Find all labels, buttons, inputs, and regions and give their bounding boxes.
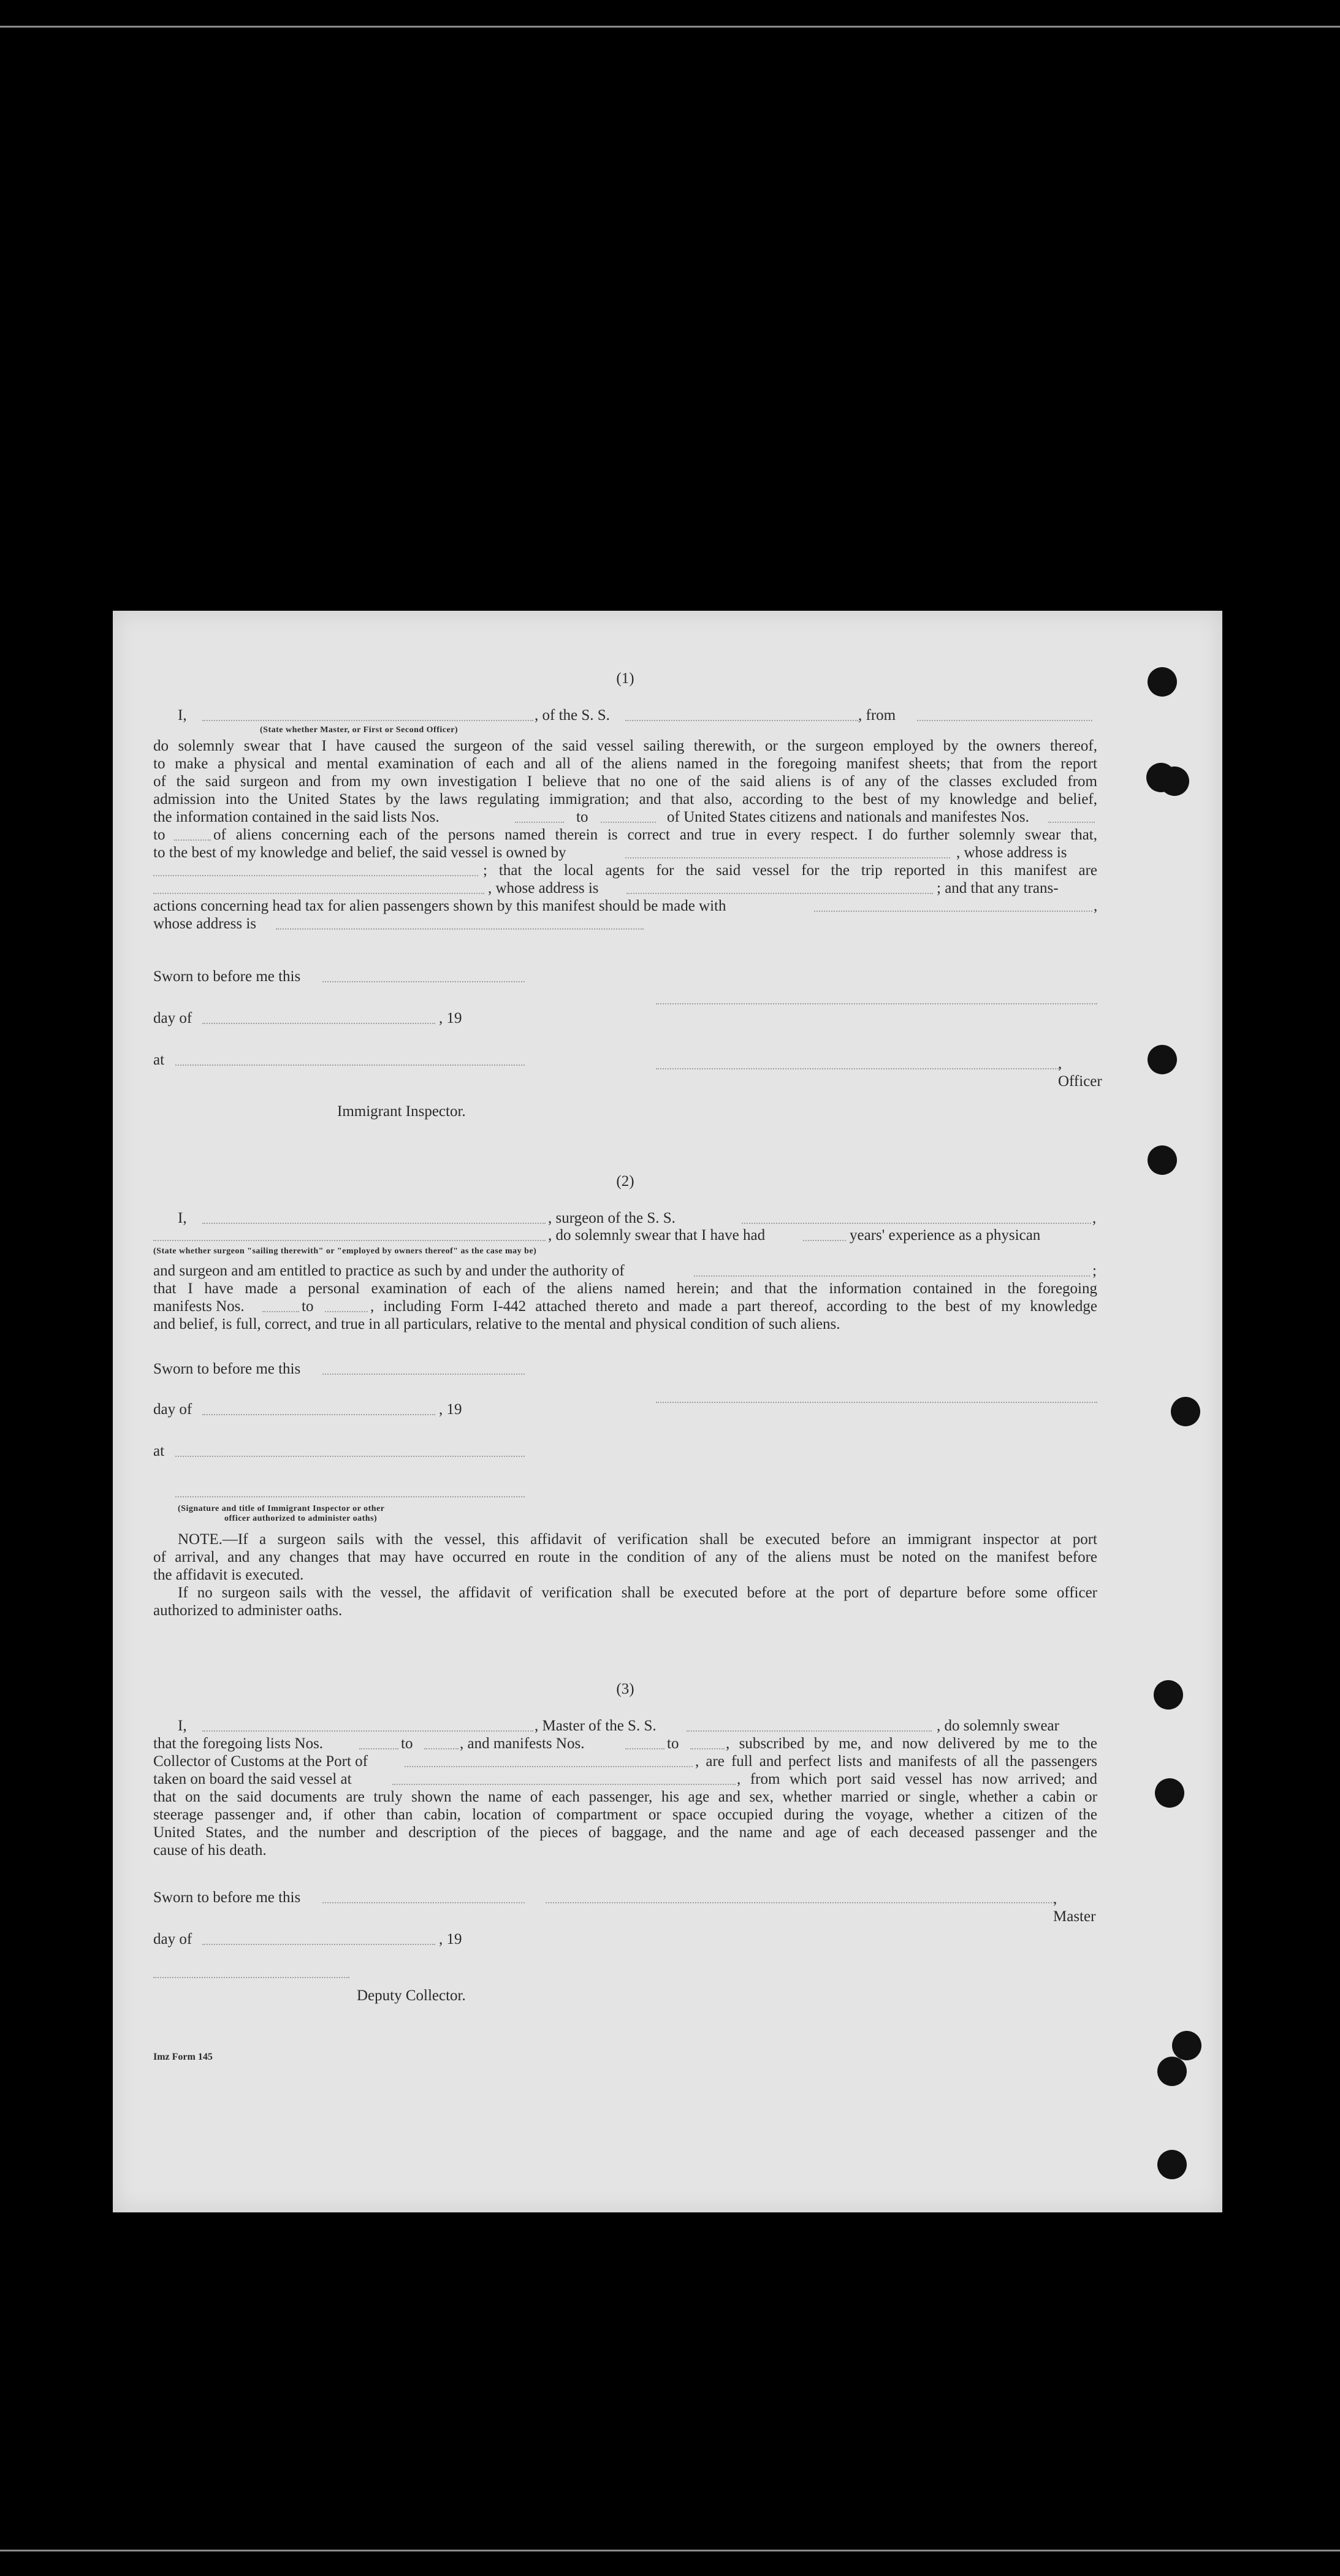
- authority-field[interactable]: [694, 1275, 1090, 1277]
- s2-at: at: [153, 1443, 165, 1459]
- s1-of-ss: , of the S. S.: [535, 707, 610, 724]
- port-of-arrival-field[interactable]: [405, 1766, 693, 1767]
- s3-month-field[interactable]: [202, 1944, 435, 1945]
- s2-place-field[interactable]: [175, 1456, 525, 1457]
- lists-from-field[interactable]: [515, 822, 564, 823]
- s3-body-line: steerage passenger and, if other than cabin, location of compartment or space occupied during the voyage, whether a citizen of the: [153, 1806, 1097, 1823]
- s3-manifests-from-field[interactable]: [625, 1748, 664, 1749]
- s2-day-of: day of: [153, 1401, 192, 1418]
- section-1-heading: (1): [616, 670, 634, 687]
- s1-aliens-text: of aliens concerning each of the persons named therein is correct and true in every respect. I do further solemnly swear that,: [213, 827, 1097, 843]
- s2-semicolon: ;: [1092, 1263, 1097, 1279]
- s3-collector-signature-field[interactable]: [153, 1977, 349, 1978]
- s1-sworn-date-field[interactable]: [322, 981, 525, 982]
- lists-to-field[interactable]: [601, 822, 656, 823]
- s1-month-field[interactable]: [202, 1023, 435, 1024]
- s3-manifests-text: , and manifests Nos.: [460, 1735, 585, 1752]
- s1-body-line: do solemnly swear that I have caused the surgeon of the said vessel sailing therewith, or the surgeon employed by the owners thereof,: [153, 738, 1097, 754]
- s3-to: to: [401, 1735, 413, 1752]
- manifest-oath-page: [113, 611, 1222, 2212]
- binder-hole-icon: [1154, 1680, 1183, 1710]
- s1-officer-title-field[interactable]: [656, 1068, 1060, 1069]
- owner-address-field[interactable]: [153, 875, 478, 876]
- s3-body-line: cause of his death.: [153, 1842, 267, 1859]
- s2-belief-text: and belief, is full, correct, and true in all particulars, relative to the mental and physical condition of such aliens.: [153, 1316, 840, 1332]
- s3-body-line: that on the said documents are truly shown the name of each passenger, his age and sex, whether married or single, whether a cabin or: [153, 1789, 1097, 1805]
- s3-sworn: Sworn to before me this: [153, 1889, 301, 1906]
- s1-agents-text: ; that the local agents for the said vessel for the trip reported in this manifest are: [483, 862, 1097, 879]
- surgeon-status-field[interactable]: [153, 1240, 546, 1241]
- binder-hole-icon: [1157, 2150, 1187, 2179]
- s3-lists-text: that the foregoing lists Nos.: [153, 1735, 324, 1752]
- s3-to-2: to: [667, 1735, 679, 1752]
- s2-years-text: years' experience as a physican: [850, 1227, 1041, 1244]
- port-of-departure-field[interactable]: [392, 1784, 736, 1785]
- master-name-field[interactable]: [202, 1730, 533, 1732]
- s1-officer-signature-field[interactable]: [656, 1003, 1097, 1004]
- s2-caption: (State whether surgeon "sailing therewith" or "employed by owners thereof" as the case may be): [153, 1247, 537, 1256]
- years-experience-field[interactable]: [803, 1240, 846, 1241]
- port-from-field[interactable]: [917, 720, 1092, 721]
- binder-hole-icon: [1160, 766, 1189, 796]
- s2-authority-text: and surgeon and am entitled to practice as such by and under the authority of: [153, 1263, 625, 1279]
- s1-comma: ,: [1094, 898, 1098, 914]
- s2-swear-text: , do solemnly swear that I have had: [548, 1227, 766, 1244]
- s2-vessel-name-field[interactable]: [742, 1223, 1091, 1224]
- s3-master-text: , Master of the S. S.: [535, 1718, 657, 1734]
- bottom-frame-line: [0, 2550, 1340, 2551]
- s3-master-label: , Master: [1053, 1890, 1096, 1925]
- s1-sworn: Sworn to before me this: [153, 968, 301, 985]
- s1-citizens-text: of United States citizens and nationals and manifestes Nos.: [667, 809, 1029, 825]
- surgeon-name-field[interactable]: [202, 1223, 546, 1224]
- s2-sworn-date-field[interactable]: [322, 1374, 525, 1375]
- s3-i: I,: [178, 1718, 187, 1734]
- s1-to: to: [576, 809, 588, 825]
- s2-surgeon-text: , surgeon of the S. S.: [548, 1210, 676, 1226]
- s1-from: , from: [858, 707, 896, 724]
- s3-master-signature-field[interactable]: [546, 1902, 1054, 1903]
- manifests-to-field[interactable]: [174, 839, 211, 841]
- s2-body-line: that I have made a personal examination of each of the aliens named herein; and that the information contained in the foregoing: [153, 1280, 1097, 1297]
- s3-arrived-text: , from which port said vessel has now arrived; and: [737, 1771, 1097, 1787]
- s1-to-2: to: [153, 827, 166, 843]
- s1-caption: (State whether Master, or First or Second Officer): [260, 725, 459, 735]
- vessel-name-field[interactable]: [625, 720, 858, 721]
- s2-form-text: , including Form I-442 attached thereto and made a part thereof, according to the best of my knowledge: [370, 1298, 1097, 1315]
- s1-head-tax-text: actions concerning head tax for alien passengers shown by this manifest should be made with: [153, 898, 726, 914]
- binder-hole-icon: [1148, 1045, 1177, 1074]
- s2-i: I,: [178, 1210, 187, 1226]
- binder-hole-icon: [1148, 1145, 1177, 1175]
- agents-address-field[interactable]: [626, 893, 933, 894]
- s3-subscribed-text: , subscribed by me, and now delivered by me to the: [726, 1735, 1097, 1752]
- s3-taken-text: taken on board the said vessel at: [153, 1771, 352, 1787]
- s2-manifests-to-field[interactable]: [325, 1311, 368, 1312]
- s3-lists-to-field[interactable]: [424, 1748, 459, 1749]
- s2-inspector-signature-field[interactable]: [175, 1496, 525, 1497]
- s2-note2-line: If no surgeon sails with the vessel, the affidavit of verification shall be executed before at the port of departure before some officer: [178, 1584, 1097, 1601]
- s3-body-line: United States, and the number and description of the pieces of baggage, and the name and age of each deceased passenger and the: [153, 1824, 1097, 1841]
- s2-surgeon-signature-field[interactable]: [656, 1402, 1097, 1403]
- s2-comma: ,: [1092, 1210, 1097, 1226]
- binder-hole-icon: [1172, 2031, 1201, 2060]
- s3-deputy-collector: Deputy Collector.: [357, 1987, 466, 2004]
- s1-whose-address-3: whose address is: [153, 915, 257, 932]
- s3-collector-text: Collector of Customs at the Port of: [153, 1753, 368, 1770]
- s1-body-line: admission into the United States by the laws regulating immigration; and that also, according to the best of my knowledge and belief,: [153, 791, 1097, 808]
- agents-name-field[interactable]: [153, 893, 484, 894]
- binder-hole-icon: [1148, 667, 1177, 697]
- s1-body-line: of the said surgeon and from my own investigation I believe that no one of the said aliens is of any of the classes excluded from: [153, 773, 1097, 790]
- form-number: Imz Form 145: [153, 2052, 213, 2062]
- s3-lists-from-field[interactable]: [359, 1748, 398, 1749]
- s2-manifests-from-field[interactable]: [262, 1311, 299, 1312]
- s2-month-field[interactable]: [202, 1414, 435, 1415]
- s3-sworn-date-field[interactable]: [322, 1902, 525, 1903]
- s2-year: , 19: [439, 1401, 462, 1418]
- owner-name-field[interactable]: [625, 857, 950, 858]
- s3-perfect-text: , are full and perfect lists and manifests of all the passengers: [695, 1753, 1097, 1770]
- s2-note-line: NOTE.—If a surgeon sails with the vessel, this affidavit of verification shall be executed before an immigrant inspector at port: [178, 1531, 1097, 1548]
- s2-note2-line: authorized to administer oaths.: [153, 1602, 343, 1619]
- s1-transactions: ; and that any trans-: [937, 880, 1059, 896]
- s1-place-field[interactable]: [175, 1064, 525, 1066]
- s3-day-of: day of: [153, 1931, 192, 1947]
- binder-hole-icon: [1155, 1778, 1184, 1808]
- binder-hole-icon: [1157, 2057, 1187, 2086]
- section-3-heading: (3): [616, 1681, 634, 1697]
- s1-lists-text: the information contained in the said lists Nos.: [153, 809, 440, 825]
- s2-sworn: Sworn to before me this: [153, 1361, 301, 1377]
- s1-officer-label: , Officer: [1058, 1055, 1102, 1090]
- s2-note-line: of arrival, and any changes that may have occurred en route in the condition of any of the aliens must be noted on the manifest before: [153, 1549, 1097, 1565]
- manifests-from-field[interactable]: [1048, 822, 1095, 823]
- s3-vessel-name-field[interactable]: [687, 1730, 932, 1732]
- s1-day-of: day of: [153, 1010, 192, 1026]
- s1-whose-address: , whose address is: [956, 844, 1067, 861]
- s2-to: to: [302, 1298, 314, 1315]
- binder-hole-icon: [1171, 1397, 1200, 1426]
- s2-note-line: the affidavit is executed.: [153, 1567, 304, 1583]
- head-tax-address-field[interactable]: [276, 928, 644, 930]
- s1-body-line: to make a physical and mental examination of each and all of the aliens named in the foregoing manifest sheets; that from the report: [153, 755, 1097, 772]
- head-tax-contact-field[interactable]: [814, 911, 1092, 912]
- s2-signature-caption: (Signature and title of Immigrant Inspector or other: [178, 1504, 385, 1513]
- s1-whose-address-2: , whose address is: [488, 880, 599, 896]
- s1-i: I,: [178, 707, 187, 724]
- s3-manifests-to-field[interactable]: [690, 1748, 725, 1749]
- s2-manifests-text: manifests Nos.: [153, 1298, 245, 1315]
- s2-signature-caption: officer authorized to administer oaths): [224, 1514, 378, 1523]
- s3-year: , 19: [439, 1931, 462, 1947]
- top-frame-line: [0, 26, 1340, 28]
- s1-year: , 19: [439, 1010, 462, 1026]
- s1-at: at: [153, 1052, 165, 1068]
- section-2-heading: (2): [616, 1173, 634, 1190]
- s3-swear-text: , do solemnly swear: [937, 1718, 1059, 1734]
- s1-owned-text: to the best of my knowledge and belief, the said vessel is owned by: [153, 844, 566, 861]
- s1-immigrant-inspector: Immigrant Inspector.: [337, 1103, 466, 1120]
